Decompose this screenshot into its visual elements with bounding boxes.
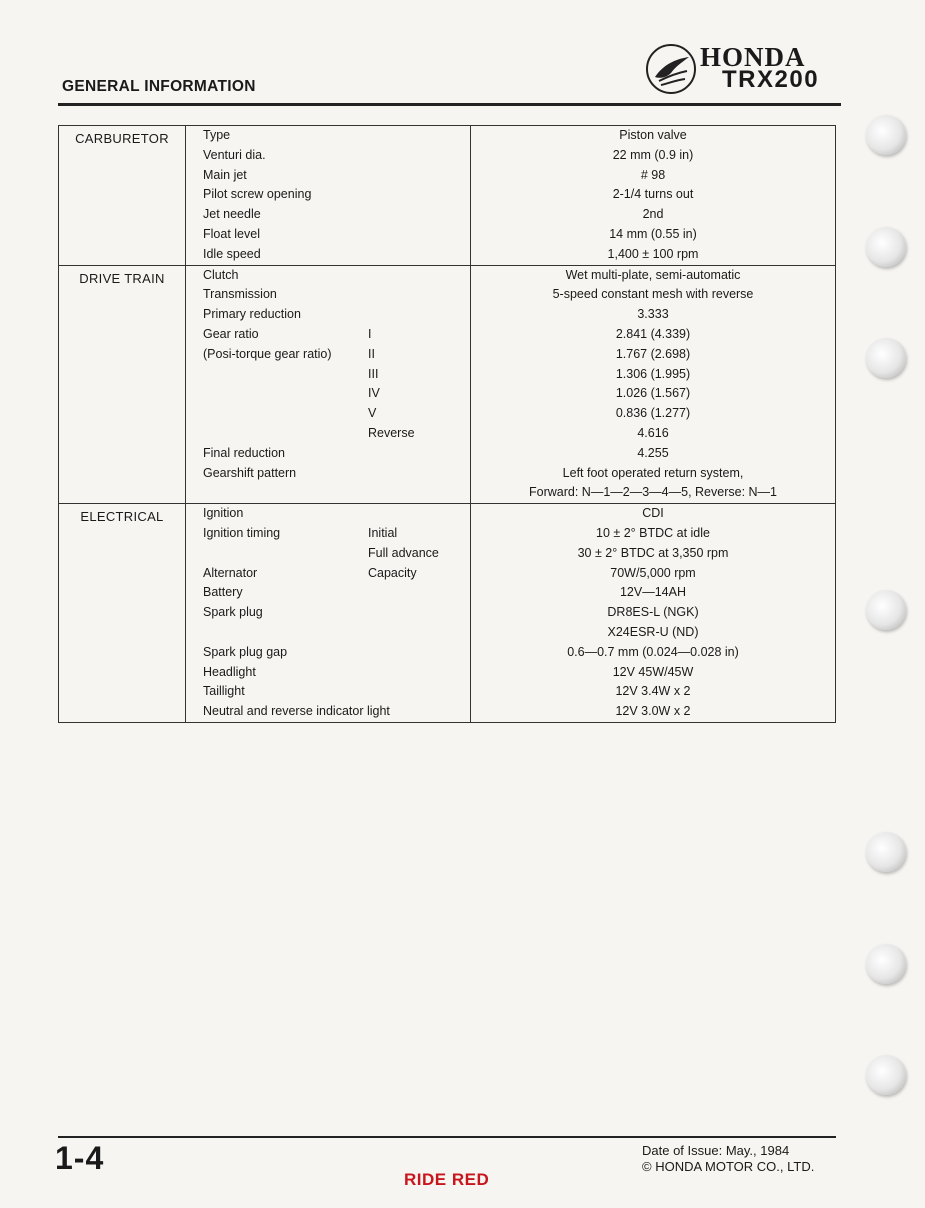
spec-item-row xyxy=(186,524,470,544)
spec-value: 0.6—0.7 mm (0.024—0.028 in) xyxy=(567,644,739,659)
spec-item-sublabel xyxy=(368,623,470,643)
spec-value: 4.255 xyxy=(637,445,669,460)
binder-hole xyxy=(866,115,906,155)
spec-item-label: Clutch xyxy=(203,267,239,282)
spec-item-label: Ignition xyxy=(203,506,244,521)
spec-item-row xyxy=(186,305,470,325)
spec-item-sublabel xyxy=(368,504,470,524)
spec-item-sublabel: I xyxy=(368,326,372,341)
spec-item-sublabel xyxy=(368,305,470,325)
spec-item-sublabel: Reverse xyxy=(368,425,415,440)
specifications-table xyxy=(58,125,836,723)
spec-item-sublabel xyxy=(368,266,470,286)
item-column xyxy=(186,504,471,723)
spec-item-sublabel xyxy=(368,205,470,225)
spec-item-label: Spark plug xyxy=(203,605,263,620)
spec-item-sublabel xyxy=(368,126,470,146)
spec-item-label: Primary reduction xyxy=(203,307,301,322)
spec-value: 5-speed constant mesh with reverse xyxy=(552,287,754,302)
spec-item-label: Type xyxy=(203,128,231,142)
spec-item-label: Battery xyxy=(203,585,243,600)
spec-item-sublabel xyxy=(368,245,470,265)
spec-item-sublabel xyxy=(368,464,470,484)
spec-item-sublabel xyxy=(368,603,470,623)
spec-value: Left foot operated return system, xyxy=(562,465,744,480)
spec-item-sublabel: Full advance xyxy=(368,545,439,560)
spec-value: Forward: N—1—2—3—4—5, Reverse: N—1 xyxy=(529,485,777,500)
spec-item-sublabel xyxy=(368,444,470,464)
spec-value: 30 ± 2° BTDC at 3,350 rpm xyxy=(577,545,729,560)
spec-item-sublabel xyxy=(368,146,470,166)
spec-item-label xyxy=(203,483,368,503)
page-number: 1-4 xyxy=(55,1140,105,1176)
spec-item-row xyxy=(186,702,470,722)
spec-value: 4.616 xyxy=(637,425,669,440)
spec-item-label: Headlight xyxy=(203,664,256,679)
spec-value: 12V—14AH xyxy=(619,585,686,600)
spec-item-row xyxy=(186,146,470,166)
watermark-text: RIDE RED xyxy=(404,1170,490,1189)
spec-item-row xyxy=(186,205,470,225)
header-rule xyxy=(58,103,841,106)
item-column xyxy=(186,126,471,266)
spec-item-label: Main jet xyxy=(203,167,247,182)
spec-value: 12V 3.4W x 2 xyxy=(615,684,691,699)
spec-value: 2nd xyxy=(642,207,664,222)
spec-value: 1.026 (1.567) xyxy=(615,386,691,401)
section-label: CARBURETOR xyxy=(59,126,186,266)
issue-info xyxy=(642,1143,814,1175)
date-of-issue: Date of Issue: May., 1984 xyxy=(642,1143,790,1158)
spec-section xyxy=(59,126,836,266)
honda-wing-logo-icon xyxy=(645,43,697,95)
spec-item-sublabel xyxy=(368,702,470,722)
spec-item-label: Gear ratio xyxy=(203,326,259,341)
spec-item-label: Gearshift pattern xyxy=(203,465,297,480)
spec-item-sublabel xyxy=(368,643,470,663)
spec-item-label: Transmission xyxy=(203,287,277,302)
binder-hole xyxy=(866,832,906,872)
spec-item-sublabel xyxy=(368,185,470,205)
spec-item-row xyxy=(186,643,470,663)
spec-item-sublabel xyxy=(368,285,470,305)
spec-value: 2.841 (4.339) xyxy=(615,326,691,341)
spec-item-sublabel xyxy=(368,682,470,702)
spec-value: 1.306 (1.995) xyxy=(615,366,691,381)
spec-item-row xyxy=(186,225,470,245)
spec-section xyxy=(59,504,836,723)
value-column xyxy=(471,126,836,266)
section-title: GENERAL INFORMATION xyxy=(62,78,256,95)
spec-value: Wet multi-plate, semi-automatic xyxy=(565,267,741,282)
spec-item-sublabel: Initial xyxy=(368,525,398,540)
spec-value: 22 mm (0.9 in) xyxy=(612,147,694,162)
spec-item-label xyxy=(203,424,368,444)
spec-item-label: (Posi-torque gear ratio) xyxy=(203,346,332,361)
spec-item-row xyxy=(186,345,470,365)
spec-item-label xyxy=(203,365,368,385)
spec-value: 14 mm (0.55 in) xyxy=(609,226,697,241)
spec-item-row xyxy=(186,444,470,464)
spec-item-sublabel: III xyxy=(368,366,379,381)
spec-value: 12V 3.0W x 2 xyxy=(615,704,691,719)
spec-value: DR8ES-L (NGK) xyxy=(607,605,699,620)
spec-item-row xyxy=(186,384,470,404)
spec-item-row xyxy=(186,126,470,146)
spec-item-row xyxy=(186,285,470,305)
spec-item-label xyxy=(203,404,368,424)
spec-item-label: Idle speed xyxy=(203,246,261,261)
spec-value: 1.767 (2.698) xyxy=(615,346,691,361)
spec-item-row xyxy=(186,325,470,345)
spec-item-label: Spark plug gap xyxy=(203,644,288,659)
spec-item-sublabel xyxy=(368,663,470,683)
item-column xyxy=(186,265,471,504)
spec-item-sublabel: IV xyxy=(368,386,380,401)
spec-item-row xyxy=(186,583,470,603)
spec-item-label: Jet needle xyxy=(203,207,261,222)
spec-item-label: Float level xyxy=(203,226,260,241)
value-column xyxy=(471,265,836,504)
binder-hole xyxy=(866,227,906,267)
model-name: TRX200 xyxy=(722,66,820,93)
spec-item-row xyxy=(186,564,470,584)
spec-value: 0.836 (1.277) xyxy=(615,406,691,421)
spec-item-row xyxy=(186,166,470,186)
spec-item-sublabel: II xyxy=(368,346,375,361)
spec-item-label: Pilot screw opening xyxy=(203,187,312,202)
copyright: © HONDA MOTOR CO., LTD. xyxy=(642,1159,815,1174)
spec-item-sublabel xyxy=(368,166,470,186)
spec-item-sublabel: V xyxy=(368,406,377,421)
spec-value: 70W/5,000 rpm xyxy=(610,565,696,580)
spec-item-row xyxy=(186,464,470,484)
spec-item-label: Taillight xyxy=(203,684,245,699)
spec-item-label xyxy=(203,544,368,564)
spec-value: 12V 45W/45W xyxy=(612,664,694,679)
section-label: DRIVE TRAIN xyxy=(59,265,186,504)
spec-item-sublabel xyxy=(368,583,470,603)
spec-item-label xyxy=(203,384,368,404)
value-column xyxy=(471,504,836,723)
spec-item-row xyxy=(186,544,470,564)
footer-rule xyxy=(58,1136,836,1138)
spec-value: 1,400 ± 100 rpm xyxy=(607,246,699,261)
spec-item-row xyxy=(186,504,470,524)
spec-item-row xyxy=(186,245,470,265)
spec-item-row xyxy=(186,663,470,683)
binder-hole xyxy=(866,944,906,984)
binder-hole xyxy=(866,338,906,378)
spec-item-label xyxy=(203,623,368,643)
spec-item-sublabel xyxy=(368,225,470,245)
spec-item-label: Alternator xyxy=(203,565,258,580)
spec-item-row xyxy=(186,682,470,702)
spec-item-label: Final reduction xyxy=(203,445,285,460)
spec-value: # 98 xyxy=(640,167,666,182)
spec-value: 2-1/4 turns out xyxy=(612,187,694,202)
spec-item-row xyxy=(186,424,470,444)
spec-item-label: Neutral and reverse indicator light xyxy=(203,704,390,719)
spec-item-label: Venturi dia. xyxy=(203,147,266,162)
binder-hole xyxy=(866,590,906,630)
spec-item-row xyxy=(186,266,470,286)
section-label: ELECTRICAL xyxy=(59,504,186,723)
spec-section xyxy=(59,265,836,504)
binder-hole xyxy=(866,1055,906,1095)
spec-item-row xyxy=(186,404,470,424)
spec-value: 3.333 xyxy=(637,307,669,322)
spec-item-sublabel: Capacity xyxy=(368,565,417,580)
spec-item-row xyxy=(186,623,470,643)
spec-item-row xyxy=(186,185,470,205)
spec-item-row xyxy=(186,603,470,623)
spec-value: 10 ± 2° BTDC at idle xyxy=(596,525,710,540)
spec-item-label: Ignition timing xyxy=(203,525,281,540)
spec-value: Piston valve xyxy=(619,128,687,142)
spec-value: CDI xyxy=(642,506,664,521)
spec-item-row xyxy=(186,365,470,385)
spec-value: X24ESR-U (ND) xyxy=(607,624,699,639)
spec-item-sublabel xyxy=(368,483,470,503)
spec-item-row xyxy=(186,483,470,503)
brand-name: HONDA xyxy=(700,42,806,72)
